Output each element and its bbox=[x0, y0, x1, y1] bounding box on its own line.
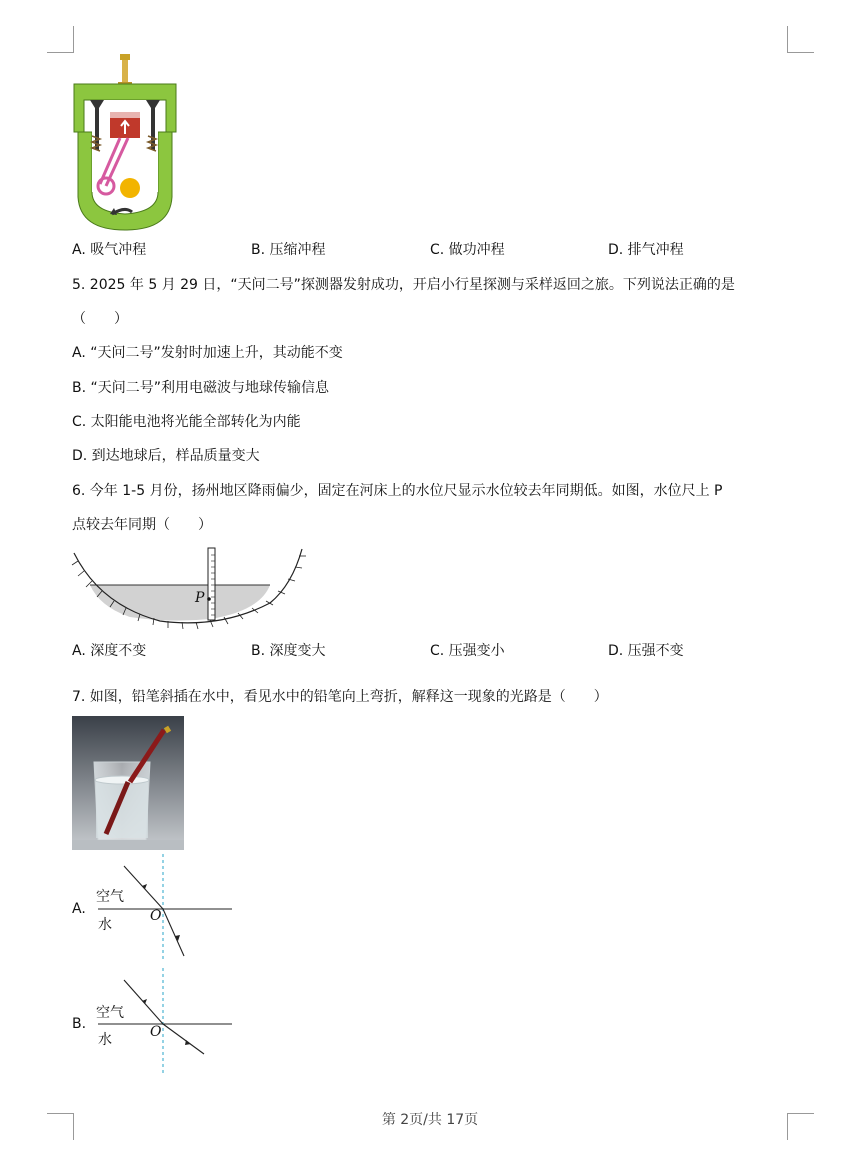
q5-option-a: A. “天问二号”发射时加速上升，其动能不变 bbox=[72, 345, 343, 361]
river-gauge-figure bbox=[70, 545, 310, 635]
refraction-diagram-b bbox=[90, 966, 240, 1078]
diagram-b-air-label: 空气 bbox=[96, 1005, 124, 1021]
diagram-b-water-label: 水 bbox=[98, 1032, 112, 1048]
q7-stem: 7. 如图，铅笔斜插在水中，看见水中的铅笔向上弯折，解释这一现象的光路是（ ） bbox=[72, 689, 608, 705]
q4-option-a: A. 吸气冲程 bbox=[72, 242, 147, 258]
diagram-a-label: A. bbox=[72, 901, 86, 917]
q5-option-d: D. 到达地球后，样品质量变大 bbox=[72, 448, 260, 464]
pencil-in-water-photo bbox=[72, 716, 184, 850]
diagram-a-water-label: 水 bbox=[98, 917, 112, 933]
diagram-b-point-o: O bbox=[150, 1024, 162, 1040]
gauge-point-label: P bbox=[195, 590, 205, 606]
engine-stroke-figure bbox=[70, 52, 180, 232]
q6-option-a: A. 深度不变 bbox=[72, 643, 147, 659]
crop-mark-top-left bbox=[47, 26, 74, 53]
crop-mark-top-right bbox=[787, 26, 814, 53]
q6-option-d: D. 压强不变 bbox=[608, 643, 684, 659]
q6-option-b: B. 深度变大 bbox=[251, 643, 326, 659]
q4-option-c: C. 做功冲程 bbox=[430, 242, 505, 258]
q5-stem-line1: 5. 2025 年 5 月 29 日，“天问二号”探测器发射成功，开启小行星探测与采样返回之旅。下列说法正确的是 bbox=[72, 277, 735, 293]
q5-stem-line2: （ ） bbox=[72, 311, 128, 327]
diagram-a-point-o: O bbox=[150, 908, 162, 924]
q5-option-b: B. “天问二号”利用电磁波与地球传输信息 bbox=[72, 380, 330, 396]
q6-stem-line1: 6. 今年 1-5 月份，扬州地区降雨偏少，固定在河床上的水位尺显示水位较去年同期低。如图，水位尺上 P bbox=[72, 483, 723, 499]
q6-stem-line2: 点较去年同期（ ） bbox=[72, 517, 212, 533]
q6-option-c: C. 压强变小 bbox=[430, 643, 505, 659]
q4-option-b: B. 压缩冲程 bbox=[251, 242, 326, 258]
diagram-b-label: B. bbox=[72, 1016, 87, 1032]
q5-option-c: C. 太阳能电池将光能全部转化为内能 bbox=[72, 414, 301, 430]
refraction-diagram-a bbox=[90, 852, 240, 962]
page-footer: 第 2页/共 17页 bbox=[381, 1112, 479, 1128]
q4-option-d: D. 排气冲程 bbox=[608, 242, 684, 258]
diagram-a-air-label: 空气 bbox=[96, 889, 124, 905]
